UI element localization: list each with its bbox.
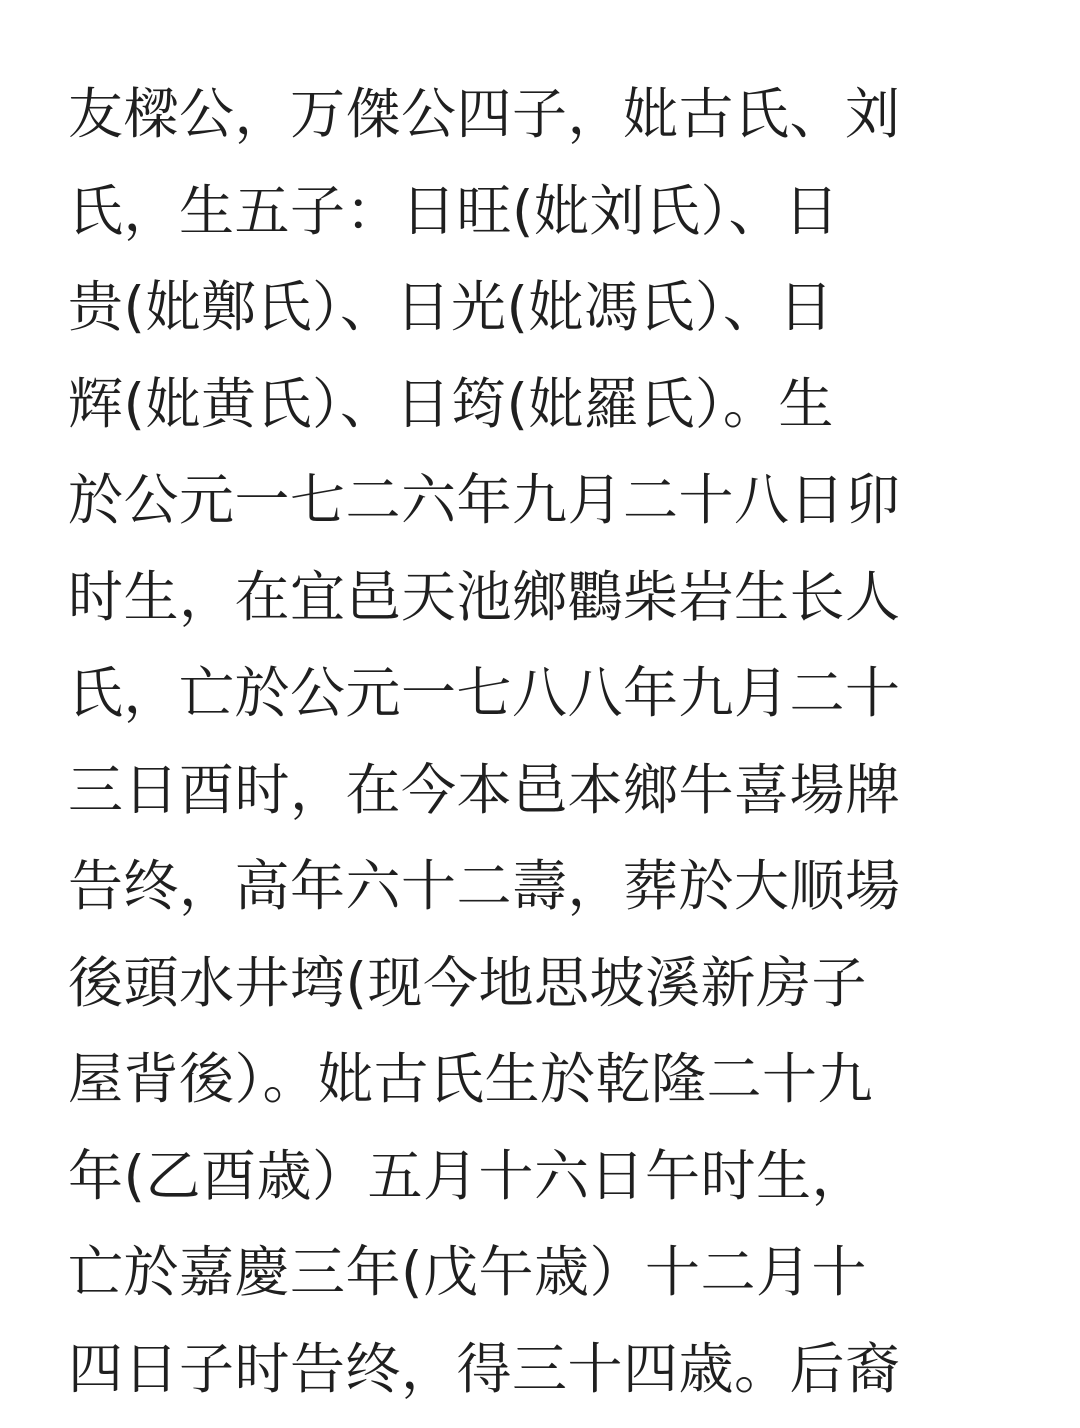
- text-line-13: 亡於嘉慶三年(戊午歳）十二月十: [68, 1240, 867, 1304]
- text-line-12: 年(乙酉歳）五月十六日午时生，: [68, 1143, 867, 1208]
- text-line-9: 告终，高年六十二壽，葬於大顺場: [68, 854, 901, 918]
- text-line-6: 时生，在宜邑天池鄉鸜柴岩生长人: [68, 564, 901, 629]
- text-line-10: 後頭水井塆(现今地思坡溪新房子: [68, 950, 867, 1015]
- text-line-11: 屋背後）。妣古氏生於乾隆二十九: [68, 1047, 874, 1111]
- text-line-5: 於公元一七二六年九月二十八日卯: [68, 468, 901, 532]
- text-line-1: 友樑公，万傑公四子，妣古氏、刘: [68, 82, 901, 146]
- text-line-7: 氏，亡於公元一七八八年九月二十: [68, 661, 901, 725]
- genealogy-text: [68, 66, 1018, 1417]
- text-line-3: 贵(妣鄭氏）、日光(妣馮氏）、日: [68, 275, 834, 339]
- text-line-14: 四日子时告终，得三十四歳。后裔: [68, 1336, 901, 1401]
- text-line-8: 三日酉时，在今本邑本鄉牛喜場牌: [68, 757, 901, 822]
- text-line-2: 氏，生五子：日旺(妣刘氏）、日: [68, 178, 840, 243]
- text-line-4: 辉(妣黄氏）、日筠(妣羅氏）。生: [68, 371, 834, 436]
